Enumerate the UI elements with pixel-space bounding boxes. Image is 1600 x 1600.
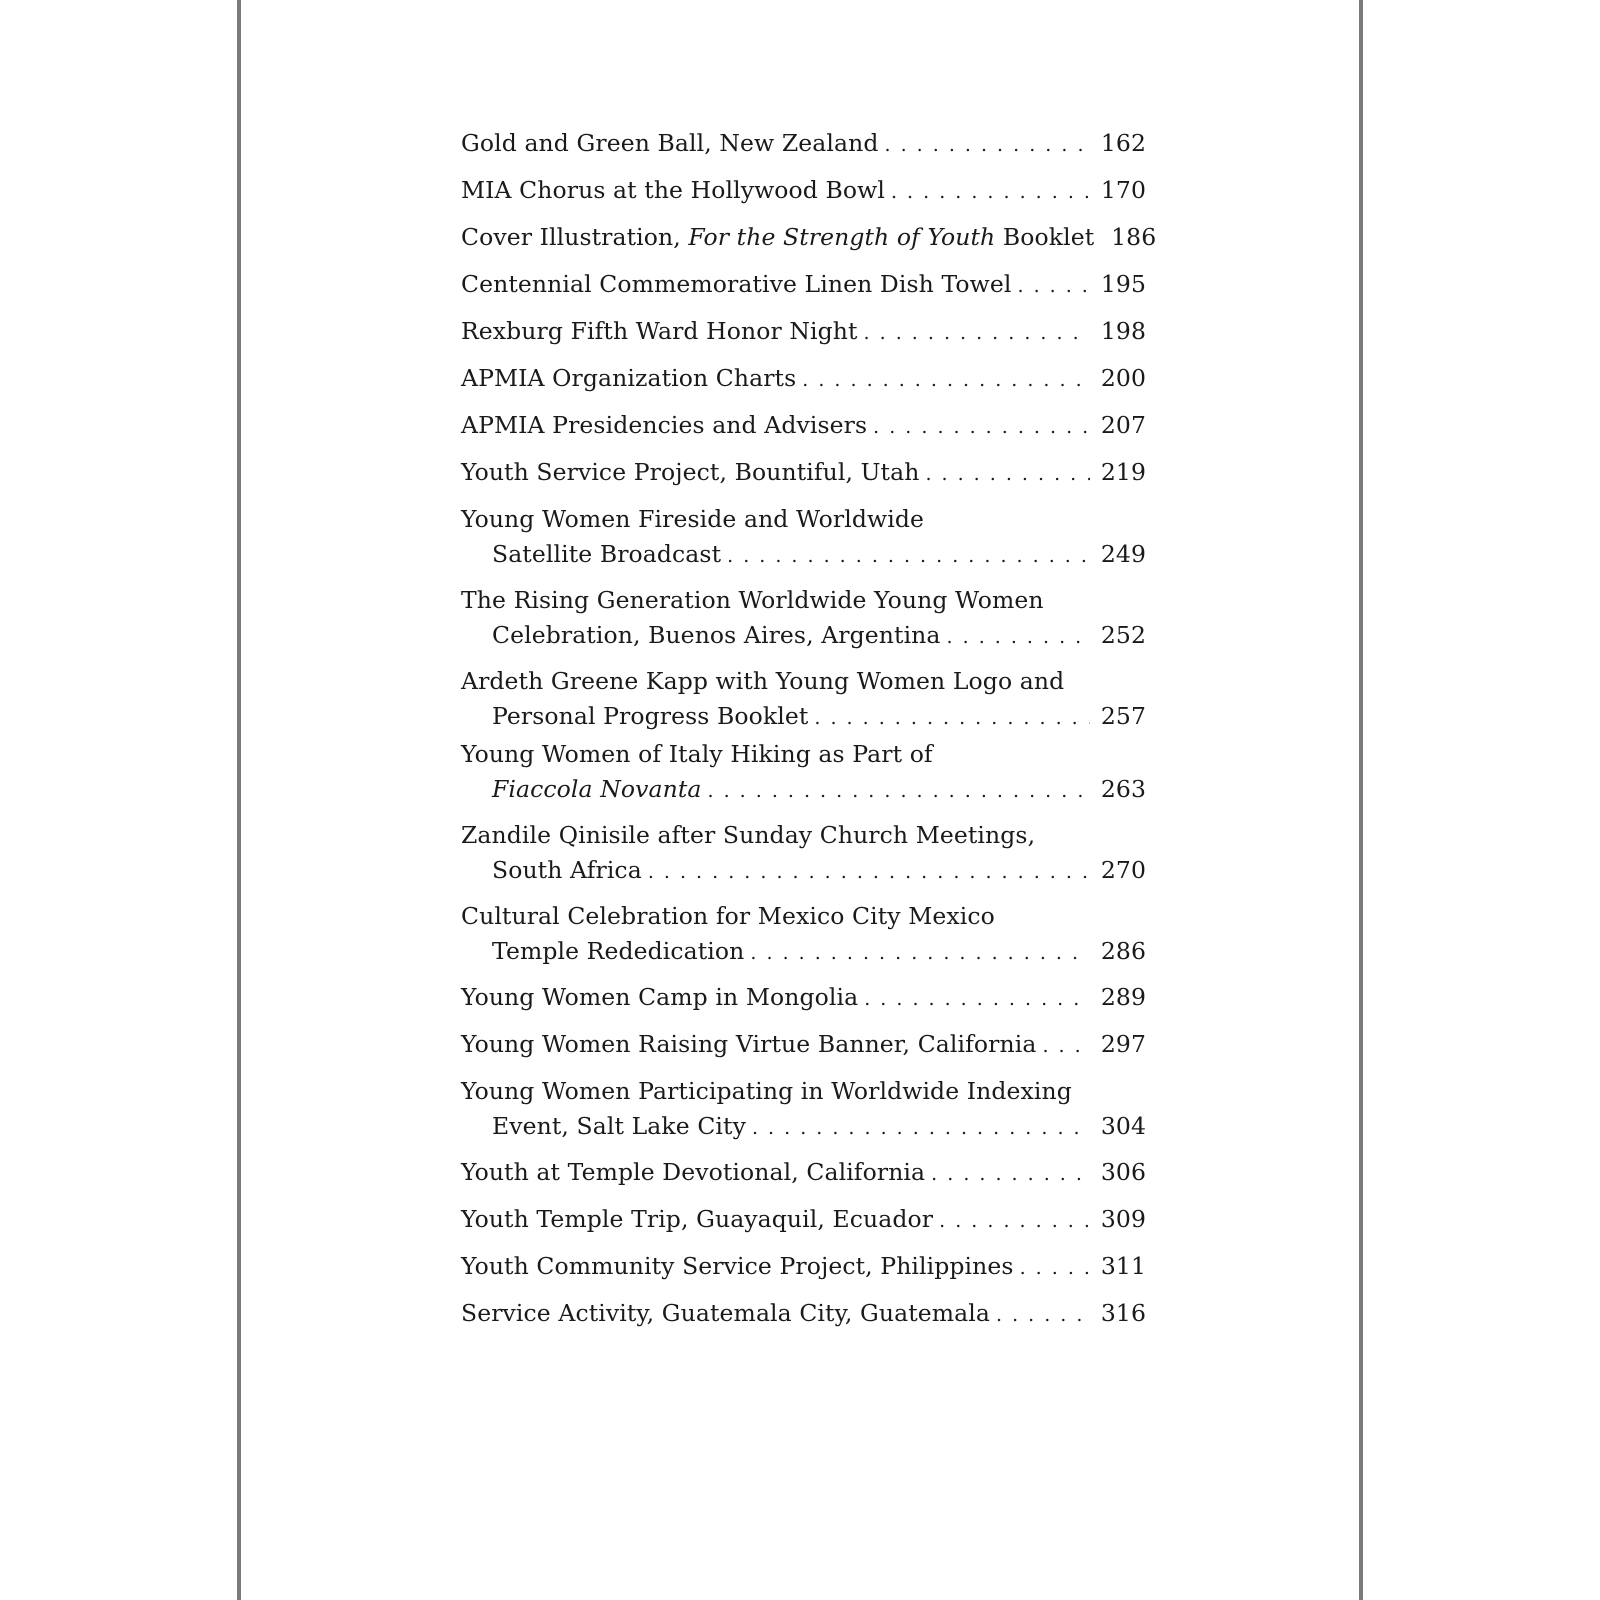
- toc-entry: [461, 1073, 1146, 1143]
- toc-entry-title: [461, 360, 802, 396]
- title-text: Cultural Celebration for Mexico City Mexico: [461, 902, 995, 930]
- dot-leader: [864, 315, 1090, 351]
- toc-entry-title: [461, 172, 891, 208]
- toc-entry: [461, 1154, 1146, 1190]
- page-number: 195: [1100, 270, 1146, 298]
- page-number: 289: [1100, 983, 1146, 1011]
- toc-entry-title: [461, 1201, 939, 1237]
- toc-entry-title: [461, 501, 930, 537]
- list-of-illustrations: [461, 125, 1157, 1342]
- toc-entry-continuation: [461, 1109, 1146, 1143]
- dot-leader: [802, 362, 1090, 398]
- toc-entry-continuation: [461, 853, 1146, 887]
- toc-entry-title: [461, 454, 925, 490]
- dot-leader: [947, 620, 1090, 654]
- title-text: Zandile Qinisile after Sunday Church Meetings,: [461, 821, 1036, 849]
- dot-leader: [1017, 268, 1090, 304]
- page-number: 198: [1100, 317, 1146, 345]
- toc-entry: [461, 454, 1146, 490]
- toc-entry-line: [461, 1248, 1146, 1284]
- toc-entry-title: [461, 1026, 1042, 1062]
- toc-entry-line: [461, 172, 1146, 208]
- page-number: 270: [1100, 856, 1146, 884]
- toc-entry-title: [492, 853, 648, 887]
- toc-entry-continuation: [461, 618, 1146, 652]
- toc-entry-title: [461, 219, 1100, 255]
- dot-leader: [996, 1297, 1090, 1333]
- title-text: Personal Progress Booklet: [492, 702, 809, 730]
- toc-entry-line: [461, 1154, 1146, 1190]
- toc-entry-title: [461, 979, 864, 1015]
- toc-entry-title: [461, 1295, 996, 1331]
- title-text: Youth Service Project, Bountiful, Utah: [461, 458, 920, 486]
- toc-entry-line: [461, 582, 1146, 618]
- title-text: Service Activity, Guatemala City, Guatemala: [461, 1299, 990, 1327]
- page-number: 219: [1100, 458, 1146, 486]
- italic-title-text: For the Strength of Youth: [688, 223, 996, 251]
- dot-leader: [864, 981, 1090, 1017]
- toc-entry-line: [461, 1201, 1146, 1237]
- toc-entry: [461, 582, 1146, 652]
- dot-leader: [1020, 1250, 1090, 1286]
- dot-leader: [931, 1156, 1090, 1192]
- title-text: Gold and Green Ball, New Zealand: [461, 129, 879, 157]
- page-number: 304: [1100, 1112, 1146, 1140]
- page-number: 162: [1100, 129, 1146, 157]
- toc-entry-title: [492, 934, 750, 968]
- toc-entry-line: [461, 407, 1146, 443]
- toc-entry: [461, 172, 1146, 208]
- toc-entry-title: [461, 817, 1041, 853]
- toc-entry-continuation: [461, 699, 1146, 733]
- title-text: Centennial Commemorative Linen Dish Towel: [461, 270, 1012, 298]
- page-number: 316: [1100, 1299, 1146, 1327]
- toc-entry: [461, 663, 1146, 733]
- toc-entry: [461, 266, 1146, 302]
- toc-entry: [461, 1026, 1146, 1062]
- toc-entry-continuation: [461, 934, 1146, 968]
- title-text: Young Women Fireside and Worldwide: [461, 505, 925, 533]
- toc-entry: [461, 313, 1146, 349]
- toc-entry-line: [461, 898, 1146, 934]
- toc-entry-title: [492, 1109, 752, 1143]
- toc-entry: [461, 898, 1146, 968]
- title-text: Youth Community Service Project, Philippines: [461, 1252, 1014, 1280]
- toc-entry-line: [461, 1073, 1146, 1109]
- toc-entry-line: [461, 979, 1146, 1015]
- toc-entry-line: [461, 736, 1146, 772]
- toc-entry: [461, 979, 1146, 1015]
- title-text: Young Women Raising Virtue Banner, California: [461, 1030, 1037, 1058]
- toc-entry-line: [461, 1026, 1146, 1062]
- page-number: 306: [1100, 1158, 1146, 1186]
- toc-entry-title: [461, 125, 885, 161]
- toc-entry-title: [492, 699, 814, 733]
- page-number: 186: [1111, 223, 1157, 251]
- toc-entry-line: [461, 817, 1146, 853]
- toc-entry-line: [461, 1295, 1146, 1331]
- dot-leader: [708, 774, 1091, 808]
- title-text: Celebration, Buenos Aires, Argentina: [492, 621, 941, 649]
- title-text: Rexburg Fifth Ward Honor Night: [461, 317, 858, 345]
- dot-leader: [648, 855, 1090, 889]
- toc-entry-line: [461, 219, 1157, 255]
- dot-leader: [814, 701, 1090, 735]
- title-text: Temple Rededication: [492, 937, 745, 965]
- toc-entry-title: [461, 313, 864, 349]
- toc-entry-line: [461, 663, 1146, 699]
- page-number: 297: [1100, 1030, 1146, 1058]
- toc-entry-title: [492, 537, 727, 571]
- page-number: 309: [1100, 1205, 1146, 1233]
- page-number: 257: [1100, 702, 1146, 730]
- toc-entry: [461, 360, 1146, 396]
- toc-entry-title: [461, 1154, 931, 1190]
- dot-leader: [750, 936, 1090, 970]
- title-text: Young Women of Italy Hiking as Part of: [461, 740, 933, 768]
- toc-entry-title: [461, 407, 873, 443]
- title-text: Ardeth Greene Kapp with Young Women Logo and: [461, 667, 1065, 695]
- title-text: Youth Temple Trip, Guayaquil, Ecuador: [461, 1205, 934, 1233]
- toc-entry-line: [461, 266, 1146, 302]
- title-text: Satellite Broadcast: [492, 540, 722, 568]
- page-number: 263: [1100, 775, 1146, 803]
- title-text: Youth at Temple Devotional, California: [461, 1158, 926, 1186]
- toc-entry: [461, 125, 1146, 161]
- toc-entry-title: [461, 1248, 1020, 1284]
- dot-leader: [891, 174, 1090, 210]
- dot-leader: [885, 127, 1091, 163]
- title-text: Event, Salt Lake City: [492, 1112, 746, 1140]
- toc-entry-title: [492, 772, 708, 806]
- title-text: MIA Chorus at the Hollywood Bowl: [461, 176, 885, 204]
- toc-entry-title: [492, 618, 947, 652]
- toc-entry: [461, 219, 1157, 255]
- toc-entry-title: [461, 898, 1001, 934]
- page-number: 286: [1100, 937, 1146, 965]
- page-number: 311: [1100, 1252, 1146, 1280]
- toc-entry-title: [461, 663, 1070, 699]
- italic-title-text: Fiaccola Novanta: [492, 775, 702, 803]
- page-number: 200: [1100, 364, 1146, 392]
- toc-entry-line: [461, 501, 1146, 537]
- toc-entry-title: [461, 266, 1017, 302]
- toc-entry: [461, 817, 1146, 887]
- page-number: 207: [1100, 411, 1146, 439]
- dot-leader: [939, 1203, 1090, 1239]
- toc-entry-line: [461, 360, 1146, 396]
- page-number: 249: [1100, 540, 1146, 568]
- toc-entry: [461, 736, 1146, 806]
- toc-entry: [461, 1248, 1146, 1284]
- page-number: 170: [1100, 176, 1146, 204]
- page-number: 252: [1100, 621, 1146, 649]
- title-text: Cover Illustration,: [461, 223, 689, 251]
- title-text: APMIA Presidencies and Advisers: [461, 411, 868, 439]
- toc-entry: [461, 1201, 1146, 1237]
- toc-entry-line: [461, 454, 1146, 490]
- title-text: APMIA Organization Charts: [461, 364, 797, 392]
- toc-entry-line: [461, 313, 1146, 349]
- title-text: South Africa: [492, 856, 642, 884]
- toc-entry-title: [461, 582, 1050, 618]
- dot-leader: [925, 456, 1090, 492]
- toc-entry-title: [461, 736, 939, 772]
- toc-entry-line: [461, 125, 1146, 161]
- toc-entry-continuation: [461, 772, 1146, 806]
- toc-entry-continuation: [461, 537, 1146, 571]
- toc-entry: [461, 407, 1146, 443]
- toc-entry-title: [461, 1073, 1078, 1109]
- title-text: Booklet: [995, 223, 1095, 251]
- title-text: Young Women Participating in Worldwide Indexing: [461, 1077, 1072, 1105]
- dot-leader: [727, 539, 1090, 573]
- toc-entry: [461, 501, 1146, 571]
- title-text: Young Women Camp in Mongolia: [461, 983, 859, 1011]
- toc-entry: [461, 1295, 1146, 1331]
- dot-leader: [752, 1111, 1090, 1145]
- dot-leader: [1042, 1028, 1090, 1064]
- title-text: The Rising Generation Worldwide Young Women: [461, 586, 1044, 614]
- document-page: [237, 0, 1363, 1600]
- dot-leader: [873, 409, 1090, 445]
